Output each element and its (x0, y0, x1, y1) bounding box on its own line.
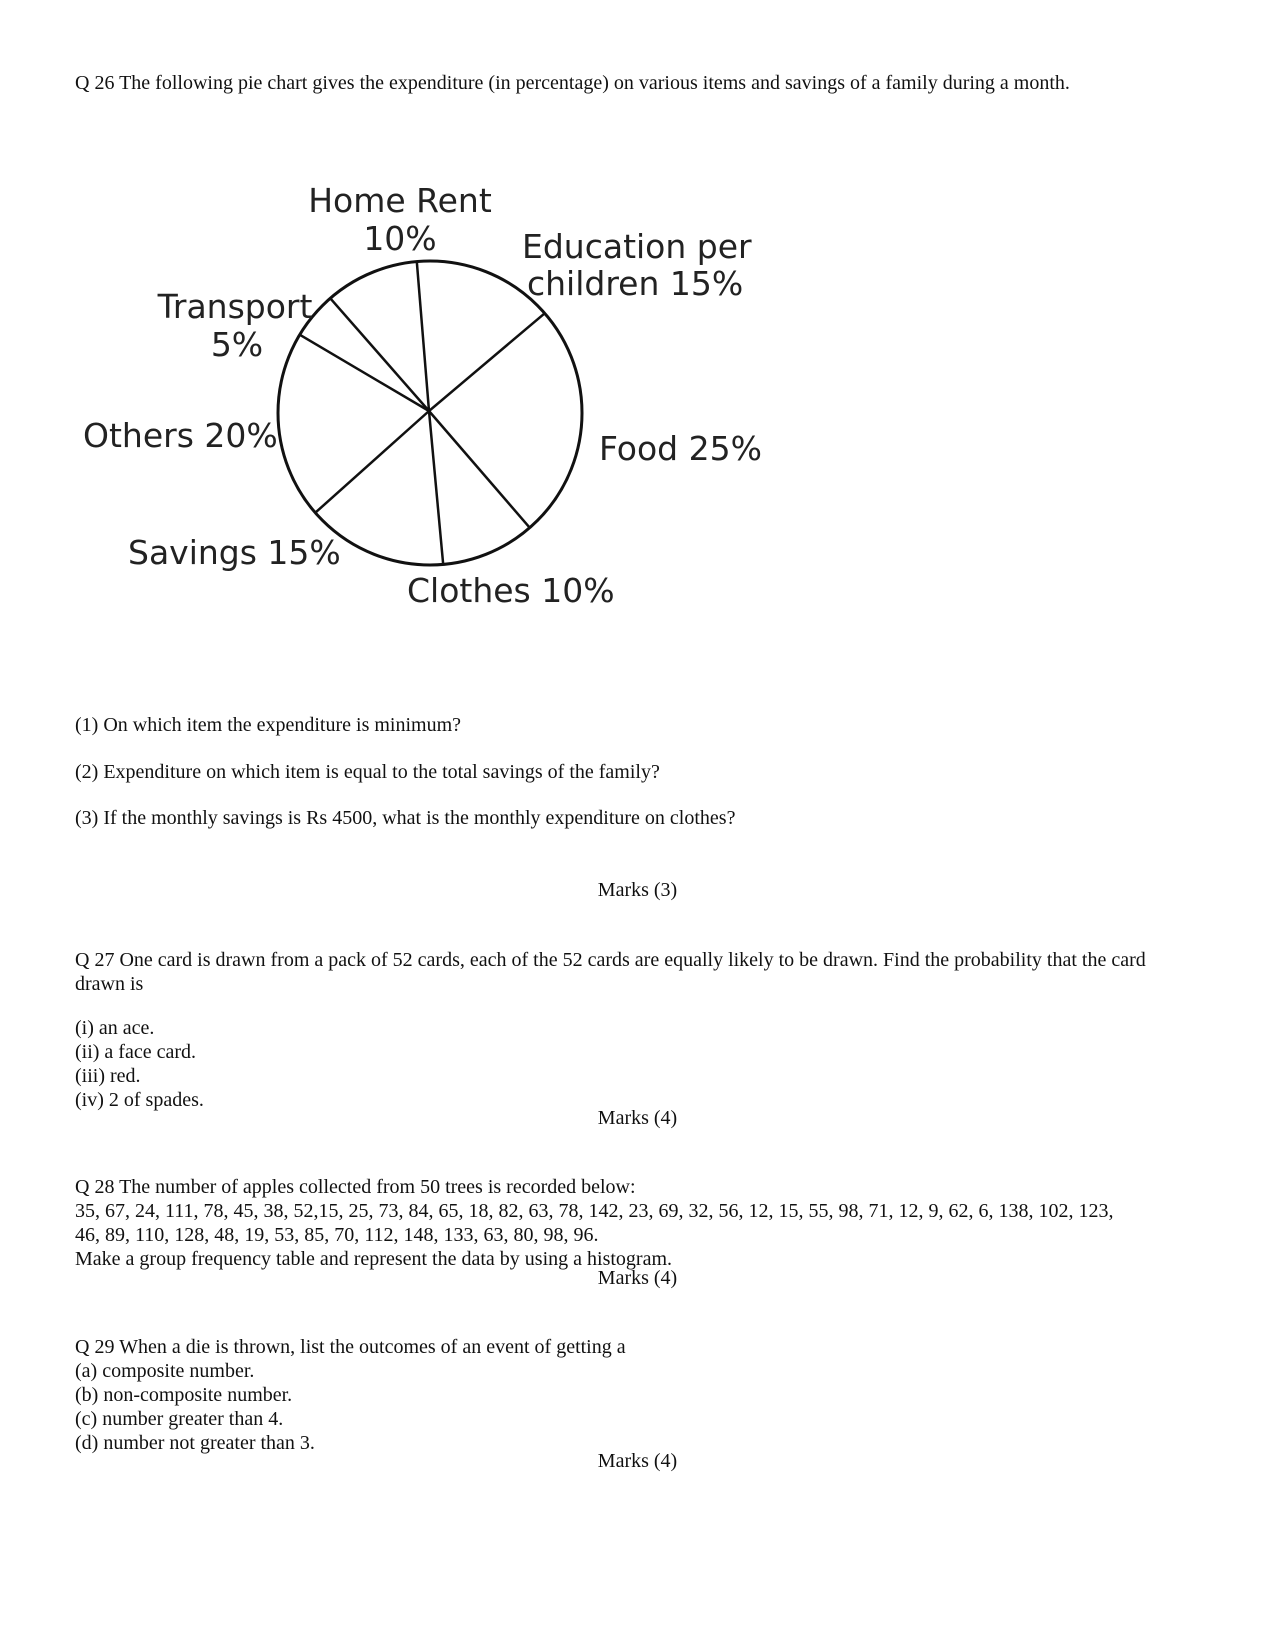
q27-title-line1: Q 27 One card is drawn from a pack of 52 cards, each of the 52 cards are equally likely to be drawn. Find the probability that the card (75, 949, 1146, 971)
q26-subquestion-2: (2) Expenditure on which item is equal to the total savings of the family? (75, 761, 660, 783)
slice-boundary-food (429, 313, 545, 411)
q29-title: Q 29 When a die is thrown, list the outcomes of an event of getting a (75, 1336, 626, 1358)
q27-options (75, 1016, 1205, 1112)
q27-option: (ii) a face card. (75, 1041, 197, 1063)
q27-option: (iv) 2 of spades. (75, 1089, 204, 1111)
slice-boundary-savings (429, 411, 443, 564)
slice-boundary-home-rent (330, 298, 429, 411)
q28-block (75, 1175, 1205, 1271)
q29-block (75, 1335, 1205, 1455)
slice-boundary-transport (300, 335, 429, 411)
q27-title-line2: drawn is (75, 973, 144, 995)
q29-option: (d) number not greater than 3. (75, 1432, 315, 1454)
slice-boundary-education-per-children (417, 262, 429, 411)
label-education-line2: children 15% (527, 264, 744, 303)
label-clothes: Clothes 10% (407, 571, 615, 610)
q28-marks: Marks (4) (597, 1267, 678, 1289)
label-food: Food 25% (599, 429, 762, 468)
q27-marks: Marks (4) (597, 1107, 678, 1129)
q27-block (75, 948, 1205, 996)
q26-subquestion-3: (3) If the monthly savings is Rs 4500, what is the monthly expenditure on clothes? (75, 807, 736, 829)
q26-marks: Marks (3) (597, 879, 678, 901)
q28-data-line2: 46, 89, 110, 128, 48, 19, 53, 85, 70, 112, 148, 133, 63, 80, 98, 96. (75, 1224, 599, 1246)
label-savings: Savings 15% (128, 533, 341, 572)
slice-boundary-clothes (429, 411, 530, 528)
label-education-line1: Education per (522, 227, 752, 266)
q28-line1: Q 28 The number of apples collected from 50 trees is recorded below: (75, 1176, 636, 1198)
label-transport-line2: 5% (210, 325, 264, 364)
q29-marks: Marks (4) (597, 1450, 678, 1472)
q28-data-line1: 35, 67, 24, 111, 78, 45, 38, 52,15, 25, 73, 84, 65, 18, 82, 63, 78, 142, 23, 69, 32, 56, 12, 15, 55, 98, 71, 12, 9, 62, 6, 138, 102, 123, (75, 1200, 1114, 1222)
q29-option: (b) non-composite number. (75, 1384, 293, 1406)
q29-option: (a) composite number. (75, 1360, 255, 1382)
q27-option: (iii) red. (75, 1065, 141, 1087)
label-home-rent-line1: Home Rent (308, 181, 492, 220)
q28-instruction: Make a group frequency table and represent the data by using a histogram. (75, 1248, 673, 1270)
label-home-rent-line2: 10% (363, 219, 437, 258)
q29-option: (c) number greater than 4. (75, 1408, 284, 1430)
label-others: Others 20% (83, 416, 278, 455)
q26-title: Q 26 The following pie chart gives the expenditure (in percentage) on various items and savings of a family during a month. (75, 72, 1070, 94)
q26-subquestion-1: (1) On which item the expenditure is minimum? (75, 714, 462, 736)
label-transport-line1: Transport (157, 287, 313, 326)
pie-chart (75, 175, 835, 655)
slice-boundary-others (315, 411, 429, 513)
q27-option: (i) an ace. (75, 1017, 155, 1039)
